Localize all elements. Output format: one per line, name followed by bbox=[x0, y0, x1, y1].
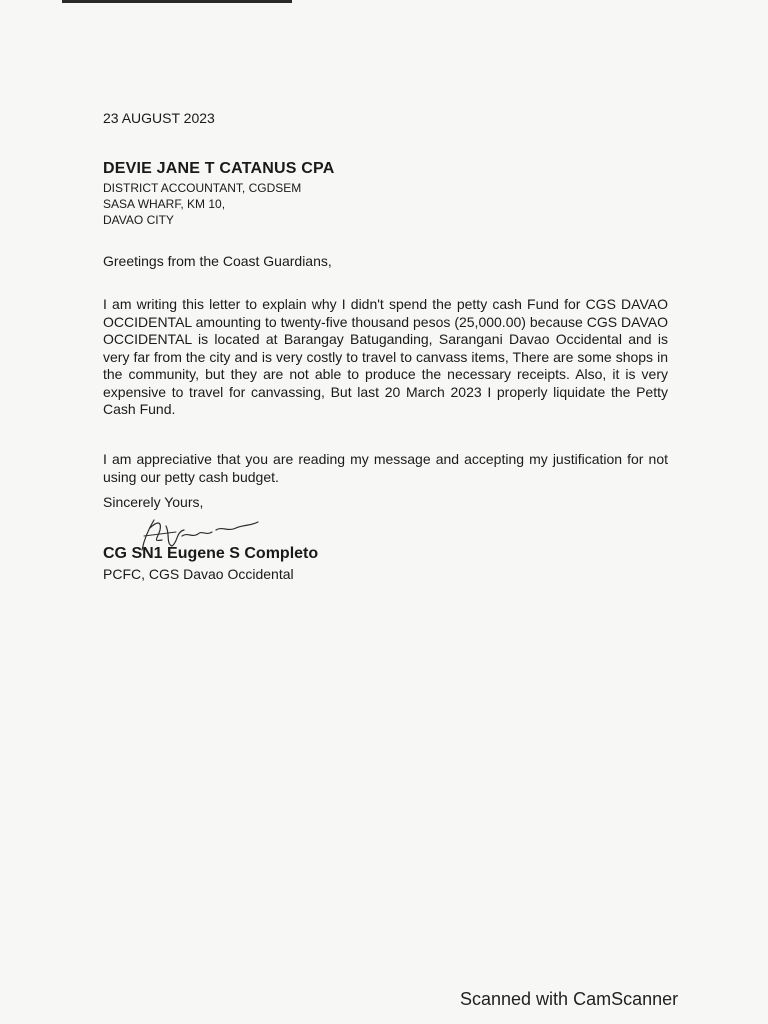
recipient-block bbox=[103, 160, 335, 228]
top-border-line bbox=[62, 0, 292, 3]
body-paragraph: I am writing this letter to explain why I didn't spend the petty cash Fund for CGS DAVAO OCCIDENTAL amounting to twenty-five thousand pesos (25,000.00) because CGS DAVAO OCCIDENTAL is located at Barangay Batuganding, Sarangani Davao Occidental and is very far from the city and is very costly to travel to canvass items, There are some shops in the community, but they are not able to produce the necessary receipts. Also, it is very expensive to travel for canvassing, But last 20 March 2023 I properly liquidate the Petty Cash Fund. bbox=[103, 296, 668, 417]
recipient-address-line: DISTRICT ACCOUNTANT, CGDSEM bbox=[103, 181, 302, 195]
signer-name: CG SN1 Eugene S Completo bbox=[103, 545, 319, 562]
closing: Sincerely Yours, bbox=[103, 494, 204, 510]
letter-date: 23 AUGUST 2023 bbox=[103, 110, 215, 126]
signer-title: PCFC, CGS Davao Occidental bbox=[103, 566, 294, 582]
recipient-address-line: DAVAO CITY bbox=[103, 213, 174, 227]
scanner-watermark: Scanned with CamScanner bbox=[460, 989, 679, 1009]
body-paragraph: I am appreciative that you are reading my message and accepting my justification for not using our petty cash budget. bbox=[103, 451, 668, 485]
recipient-name: DEVIE JANE T CATANUS CPA bbox=[103, 160, 335, 177]
recipient-address-line: SASA WHARF, KM 10, bbox=[103, 197, 226, 211]
greeting: Greetings from the Coast Guardians, bbox=[103, 253, 332, 269]
